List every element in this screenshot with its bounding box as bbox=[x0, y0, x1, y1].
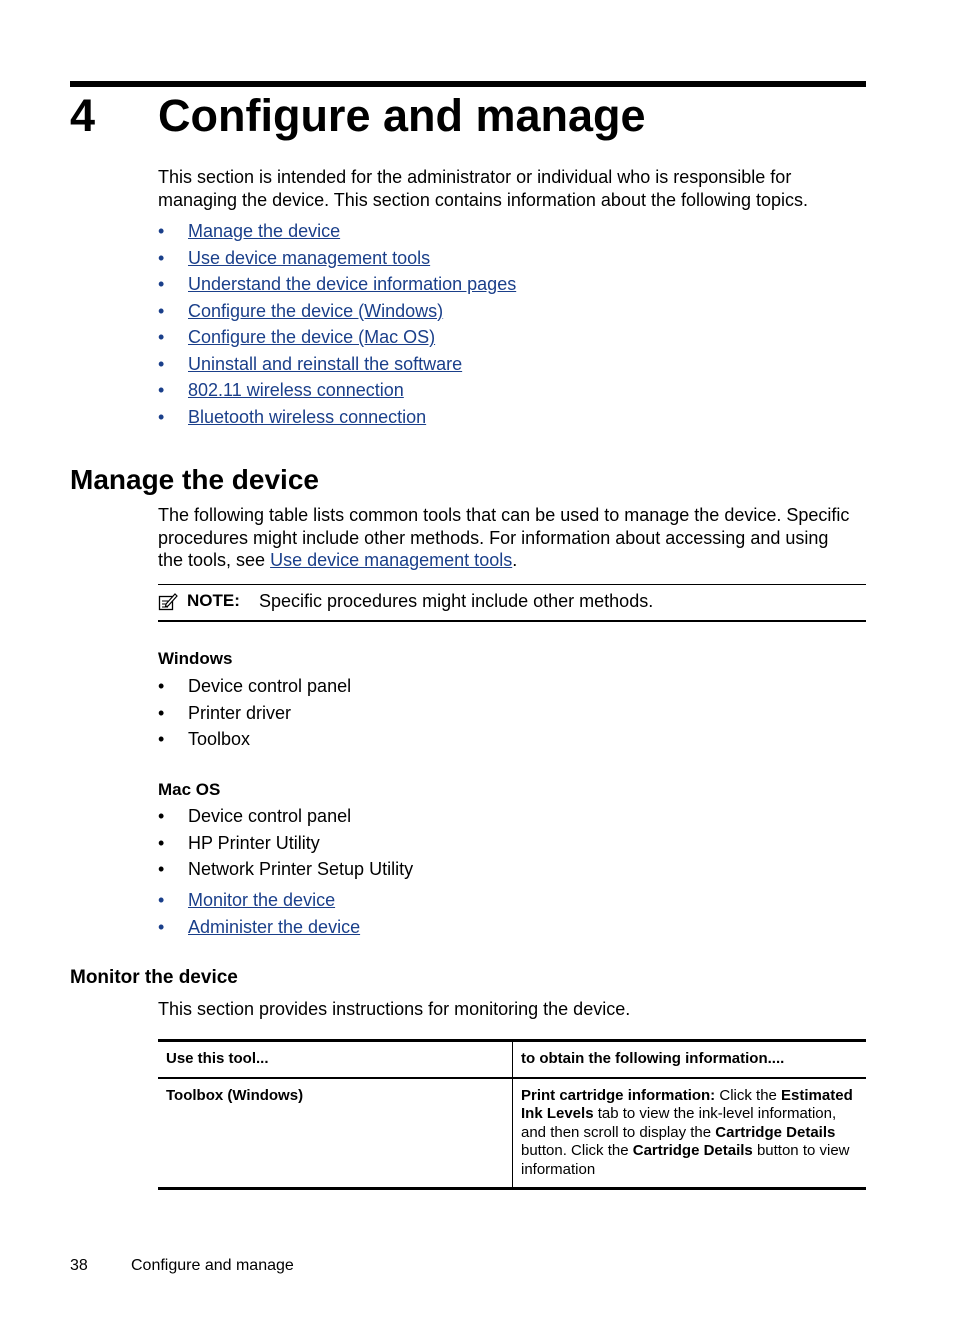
list-item[interactable] bbox=[158, 404, 858, 431]
topic-link[interactable]: Manage the device bbox=[188, 221, 341, 241]
list-item[interactable] bbox=[158, 914, 858, 941]
macos-heading: Mac OS bbox=[158, 780, 221, 799]
bullet-icon: • bbox=[158, 859, 165, 879]
note-pencil-icon bbox=[158, 592, 178, 612]
topic-link[interactable]: Bluetooth wireless connection bbox=[188, 406, 427, 427]
bullet-icon: • bbox=[158, 247, 165, 268]
column-header: to obtain the following information.... bbox=[521, 1050, 785, 1067]
list-item[interactable] bbox=[158, 218, 858, 245]
bullet-icon: • bbox=[158, 729, 165, 749]
list-item: • HP Printer Utility bbox=[158, 830, 858, 857]
topic-link[interactable]: Use device management tools bbox=[188, 247, 431, 268]
footer-title: Configure and manage bbox=[131, 1257, 294, 1274]
table-row bbox=[158, 1078, 866, 1189]
column-header: Use this tool... bbox=[158, 1041, 513, 1078]
bullet-icon: • bbox=[158, 300, 165, 321]
bullet-icon: • bbox=[158, 274, 165, 294]
subtopic-link[interactable]: Administer the device bbox=[188, 916, 361, 937]
bullet-icon: • bbox=[158, 916, 165, 937]
page-number: 38 bbox=[70, 1257, 88, 1274]
manage-text: The following table lists common tools that can be used to manage the device. Specific procedures might include other methods. For information about accessing and using the tools, see bbox=[158, 505, 850, 570]
manage-text-end: . bbox=[512, 550, 518, 570]
subtopic-list bbox=[158, 887, 858, 940]
table-header-row bbox=[158, 1041, 866, 1078]
subtopic-link[interactable]: Monitor the device bbox=[188, 890, 336, 910]
list-item[interactable] bbox=[158, 887, 858, 914]
subsection-heading: Monitor the device bbox=[70, 967, 238, 988]
topic-link[interactable]: Configure the device (Windows) bbox=[188, 300, 444, 321]
manage-paragraph bbox=[158, 504, 858, 572]
topic-link[interactable]: Uninstall and reinstall the software bbox=[188, 353, 463, 374]
topic-list bbox=[158, 218, 858, 430]
tool-cell: Toolbox (Windows) bbox=[158, 1078, 513, 1189]
topic-link[interactable]: 802.11 wireless connection bbox=[188, 380, 404, 400]
bullet-icon: • bbox=[158, 406, 165, 427]
bullet-icon: • bbox=[158, 353, 165, 374]
monitor-paragraph: This section provides instructions for monitoring the device. bbox=[158, 999, 631, 1019]
list-item[interactable] bbox=[158, 324, 858, 351]
bullet-icon: • bbox=[158, 806, 165, 826]
bullet-icon: • bbox=[158, 380, 165, 400]
list-item: • Device control panel bbox=[158, 673, 858, 700]
tools-link[interactable]: Use device management tools bbox=[270, 550, 513, 570]
windows-tool-list bbox=[158, 673, 858, 753]
topic-link[interactable]: Configure the device (Mac OS) bbox=[188, 327, 436, 347]
list-item[interactable] bbox=[158, 298, 858, 325]
bullet-icon: • bbox=[158, 327, 165, 347]
bullet-icon: • bbox=[158, 676, 165, 696]
bullet-icon: • bbox=[158, 221, 165, 241]
bullet-icon: • bbox=[158, 702, 165, 723]
tools-table bbox=[158, 1039, 866, 1190]
list-item: • Network Printer Setup Utility bbox=[158, 856, 858, 883]
topic-link[interactable]: Understand the device information pages bbox=[188, 274, 517, 294]
list-item: • Toolbox bbox=[158, 726, 858, 753]
list-item[interactable] bbox=[158, 377, 858, 404]
intro-paragraph: This section is intended for the administrator or individual who is responsible for managing the device. This section contains information about the following topics. bbox=[158, 167, 809, 210]
chapter-rule bbox=[70, 81, 866, 87]
list-item: • Device control panel bbox=[158, 803, 858, 830]
chapter-title: Configure and manage bbox=[158, 90, 646, 141]
note-label: NOTE: bbox=[187, 591, 240, 610]
windows-heading: Windows bbox=[158, 649, 233, 668]
list-item: • Printer driver bbox=[158, 700, 858, 727]
macos-tool-list bbox=[158, 803, 858, 883]
note-text: Specific procedures might include other methods. bbox=[259, 591, 654, 611]
list-item[interactable] bbox=[158, 351, 858, 378]
bullet-icon: • bbox=[158, 890, 165, 910]
chapter-number: 4 bbox=[70, 90, 96, 141]
bullet-icon: • bbox=[158, 832, 165, 853]
section-heading: Manage the device bbox=[70, 464, 319, 495]
list-item[interactable] bbox=[158, 245, 858, 272]
info-cell: Print cartridge information: Click the Estimated Ink Levels tab to view the ink-level information, and then scroll to display the Cartridge Details button. Click the Cartridge Details button to view information bbox=[521, 1086, 853, 1178]
list-item[interactable] bbox=[158, 271, 858, 298]
